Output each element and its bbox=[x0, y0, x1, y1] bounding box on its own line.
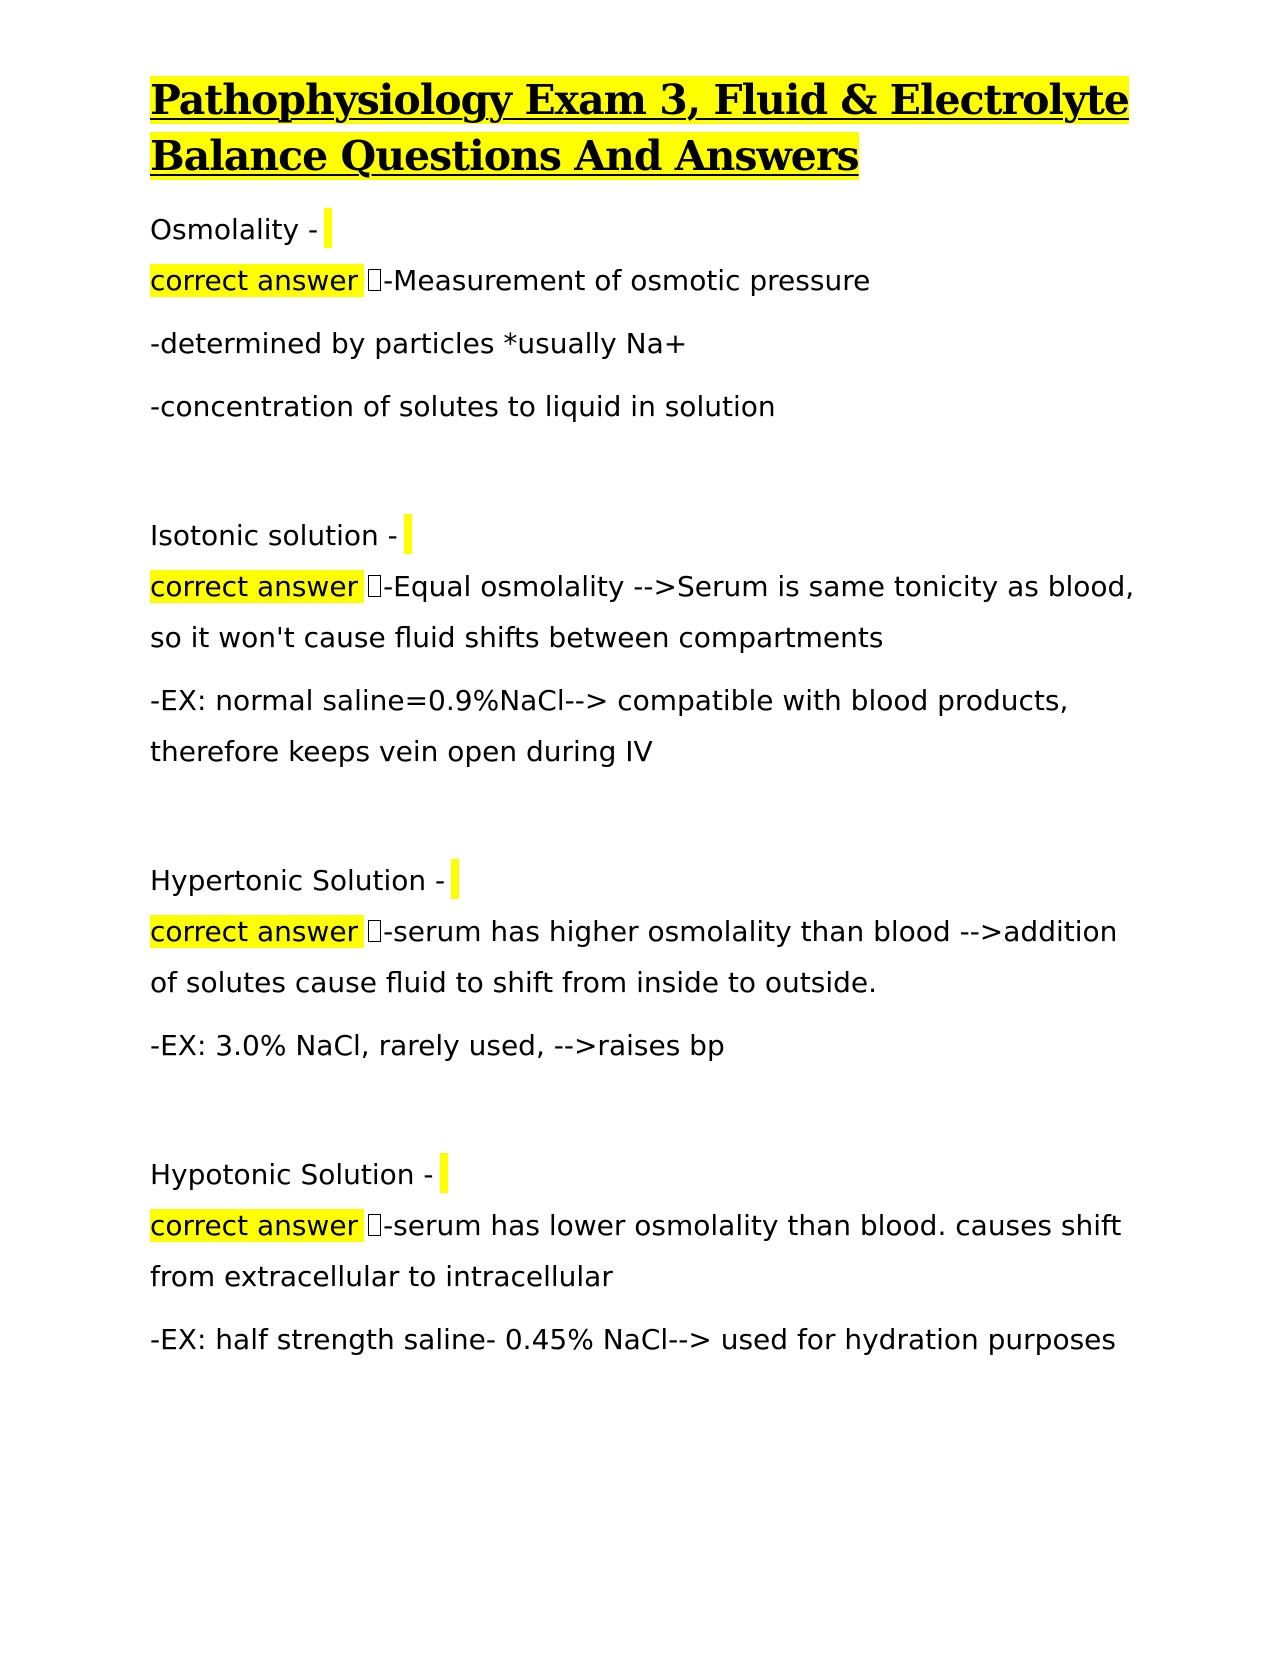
answer-text: -Equal osmolality -->Serum is same tonicity as blood, so it won't cause fluid shifts between compartments bbox=[150, 570, 1135, 654]
question-term: Hypertonic Solution - bbox=[150, 855, 1140, 906]
missing-glyph-icon bbox=[368, 920, 381, 942]
highlight-marker bbox=[404, 514, 412, 554]
missing-glyph-icon bbox=[368, 269, 381, 291]
qa-item-hypotonic bbox=[150, 1149, 1140, 1365]
answer-line bbox=[150, 561, 1140, 663]
note-line: -EX: 3.0% NaCl, rarely used, -->raises bp bbox=[150, 1029, 725, 1062]
question-term: Isotonic solution - bbox=[150, 510, 1140, 561]
highlight-marker bbox=[440, 1153, 448, 1193]
note-line: -concentration of solutes to liquid in solution bbox=[150, 390, 776, 423]
missing-glyph-icon bbox=[368, 1214, 381, 1236]
qa-item-hypertonic bbox=[150, 855, 1140, 1071]
answer-line bbox=[150, 255, 1140, 306]
answer-line bbox=[150, 1200, 1140, 1302]
answer-text: -serum has higher osmolality than blood -->addition of solutes cause fluid to shift from inside to outside. bbox=[150, 915, 1118, 999]
question-term: Hypotonic Solution - bbox=[150, 1149, 1140, 1200]
correct-answer-label: correct answer bbox=[150, 1209, 364, 1242]
document-title-text: Pathophysiology Exam 3, Fluid & Electrolyte Balance Questions And Answers bbox=[150, 76, 1129, 180]
highlight-marker bbox=[451, 859, 459, 899]
document-title bbox=[150, 72, 1140, 184]
answer-text: -serum has lower osmolality than blood. causes shift from extracellular to intracellular bbox=[150, 1209, 1122, 1293]
document-content bbox=[150, 72, 1140, 1443]
correct-answer-label: correct answer bbox=[150, 915, 364, 948]
answer-text: -Measurement of osmotic pressure bbox=[383, 264, 871, 297]
answer-line bbox=[150, 906, 1140, 1008]
highlight-marker bbox=[324, 208, 332, 248]
qa-item-osmolality bbox=[150, 204, 1140, 432]
missing-glyph-icon bbox=[368, 575, 381, 597]
qa-item-isotonic bbox=[150, 510, 1140, 777]
correct-answer-label: correct answer bbox=[150, 264, 364, 297]
correct-answer-label: correct answer bbox=[150, 570, 364, 603]
note-line: -EX: half strength saline- 0.45% NaCl--> used for hydration purposes bbox=[150, 1323, 1116, 1356]
note-line: -EX: normal saline=0.9%NaCl--> compatible with blood products, therefore keeps vein open during IV bbox=[150, 684, 1069, 768]
note-line: -determined by particles *usually Na+ bbox=[150, 327, 688, 360]
question-term: Osmolality - bbox=[150, 204, 1140, 255]
